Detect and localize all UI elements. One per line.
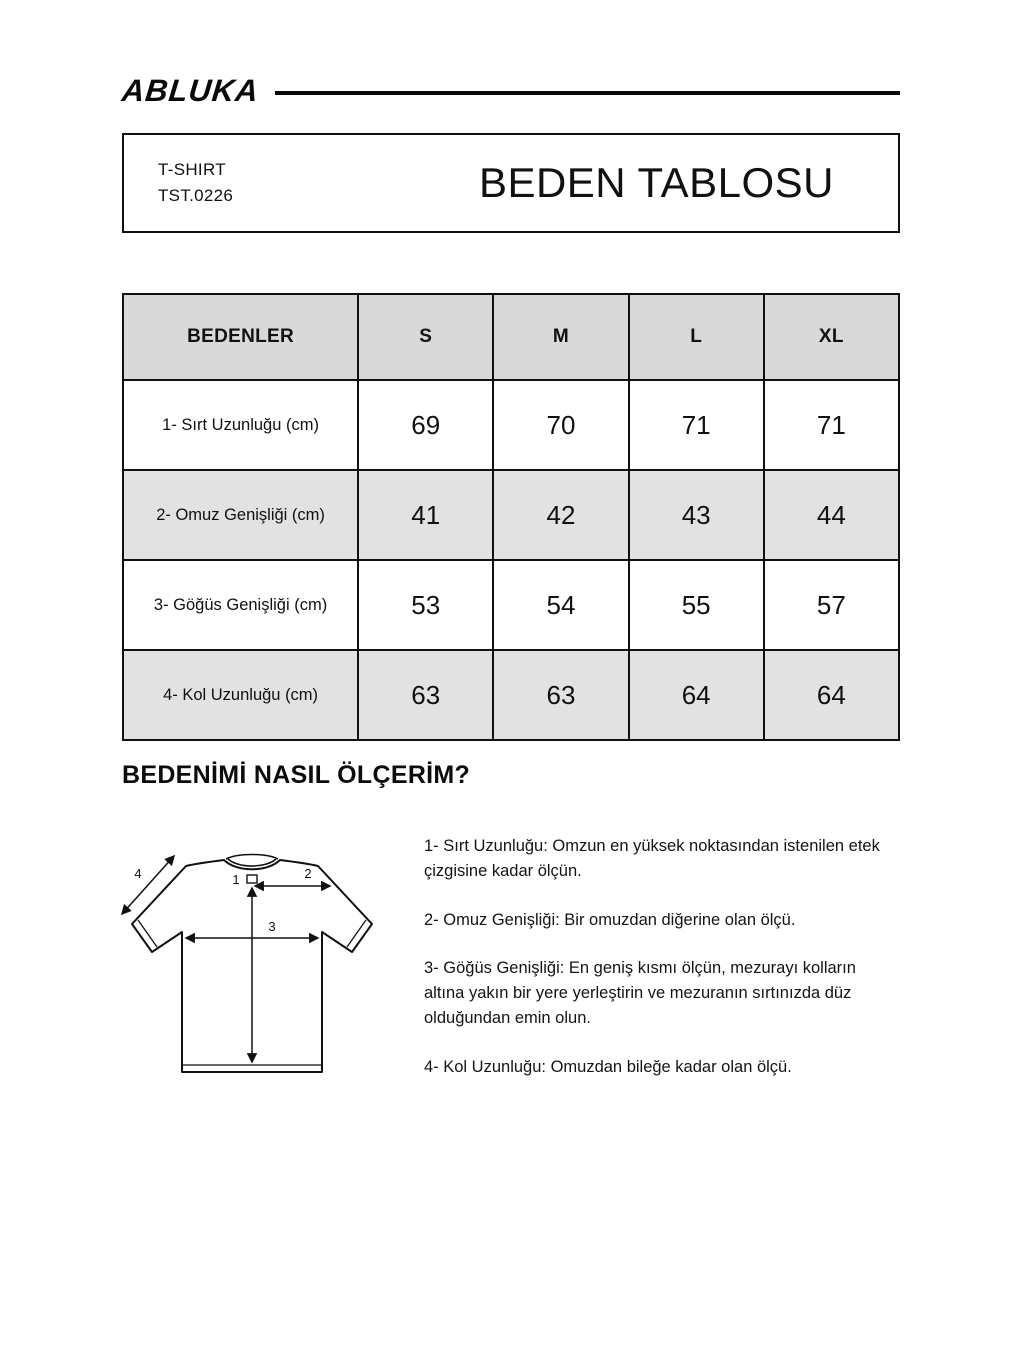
table-row — [123, 470, 899, 560]
row-label: 4- Kol Uzunluğu (cm) — [123, 650, 358, 740]
table-row — [123, 380, 899, 470]
diagram-label-4: 4 — [134, 866, 142, 881]
size-value-cell: 53 — [358, 560, 493, 650]
size-value-cell: 55 — [629, 560, 764, 650]
brand-logo: ABLUKA — [120, 73, 261, 108]
column-header-s: S — [358, 294, 493, 380]
row-label: 3- Göğüs Genişliği (cm) — [123, 560, 358, 650]
size-value-cell: 70 — [493, 380, 628, 470]
size-value-cell: 64 — [629, 650, 764, 740]
column-header-xl: XL — [764, 294, 899, 380]
product-type: T-SHIRT — [158, 159, 226, 179]
how-to-measure-heading: BEDENİMİ NASIL ÖLÇERİM? — [122, 761, 471, 789]
size-value-cell: 69 — [358, 380, 493, 470]
collar-back — [226, 854, 278, 859]
product-code: TST.0226 — [158, 186, 234, 205]
diagram-label-2: 2 — [304, 866, 312, 881]
row-label: 1- Sırt Uzunluğu (cm) — [123, 380, 358, 470]
column-header-m: M — [493, 294, 628, 380]
instruction-item: 2- Omuz Genişliği: Bir omuzdan diğerine olan ölçü. — [424, 910, 796, 929]
diagram-label-1: 1 — [232, 872, 240, 887]
size-value-cell: 71 — [629, 380, 764, 470]
column-header-l: L — [629, 294, 764, 380]
product-info — [158, 157, 233, 210]
instruction-item: 4- Kol Uzunluğu: Omuzdan bileğe kadar olan ölçü. — [424, 1057, 792, 1076]
brand-logo-rule — [275, 91, 900, 95]
measure-section — [112, 820, 900, 1105]
size-value-cell: 63 — [358, 650, 493, 740]
size-table — [122, 293, 900, 741]
row-label: 2- Omuz Genişliği (cm) — [123, 470, 358, 560]
size-value-cell: 41 — [358, 470, 493, 560]
tshirt-diagram-svg — [112, 820, 392, 1100]
measure-instructions — [424, 820, 886, 1103]
instruction-item: 3- Göğüs Genişliği: En geniş kısmı ölçün, mezurayı kolların altına yakın bir yere yerleştirin ve mezuranın sırtınızda düz olduğundan emin olun. — [424, 959, 856, 1027]
size-value-cell: 54 — [493, 560, 628, 650]
instruction-item: 1- Sırt Uzunluğu: Omzun en yüksek noktasından istenilen etek çizgisine kadar ölçün. — [424, 837, 880, 880]
size-value-cell: 64 — [764, 650, 899, 740]
diagram-label-3: 3 — [268, 919, 276, 934]
size-value-cell: 71 — [764, 380, 899, 470]
title-box — [122, 133, 900, 233]
column-header-bedenler: BEDENLER — [123, 294, 358, 380]
page-title: BEDEN TABLOSU — [478, 159, 834, 206]
size-value-cell: 57 — [764, 560, 899, 650]
table-header-row — [123, 294, 899, 380]
table-row — [123, 650, 899, 740]
size-value-cell: 43 — [629, 470, 764, 560]
size-value-cell: 63 — [493, 650, 628, 740]
size-value-cell: 42 — [493, 470, 628, 560]
size-value-cell: 44 — [764, 470, 899, 560]
table-row — [123, 560, 899, 650]
collar-band — [228, 859, 276, 866]
brand-header — [122, 74, 900, 108]
tshirt-diagram — [112, 820, 392, 1105]
